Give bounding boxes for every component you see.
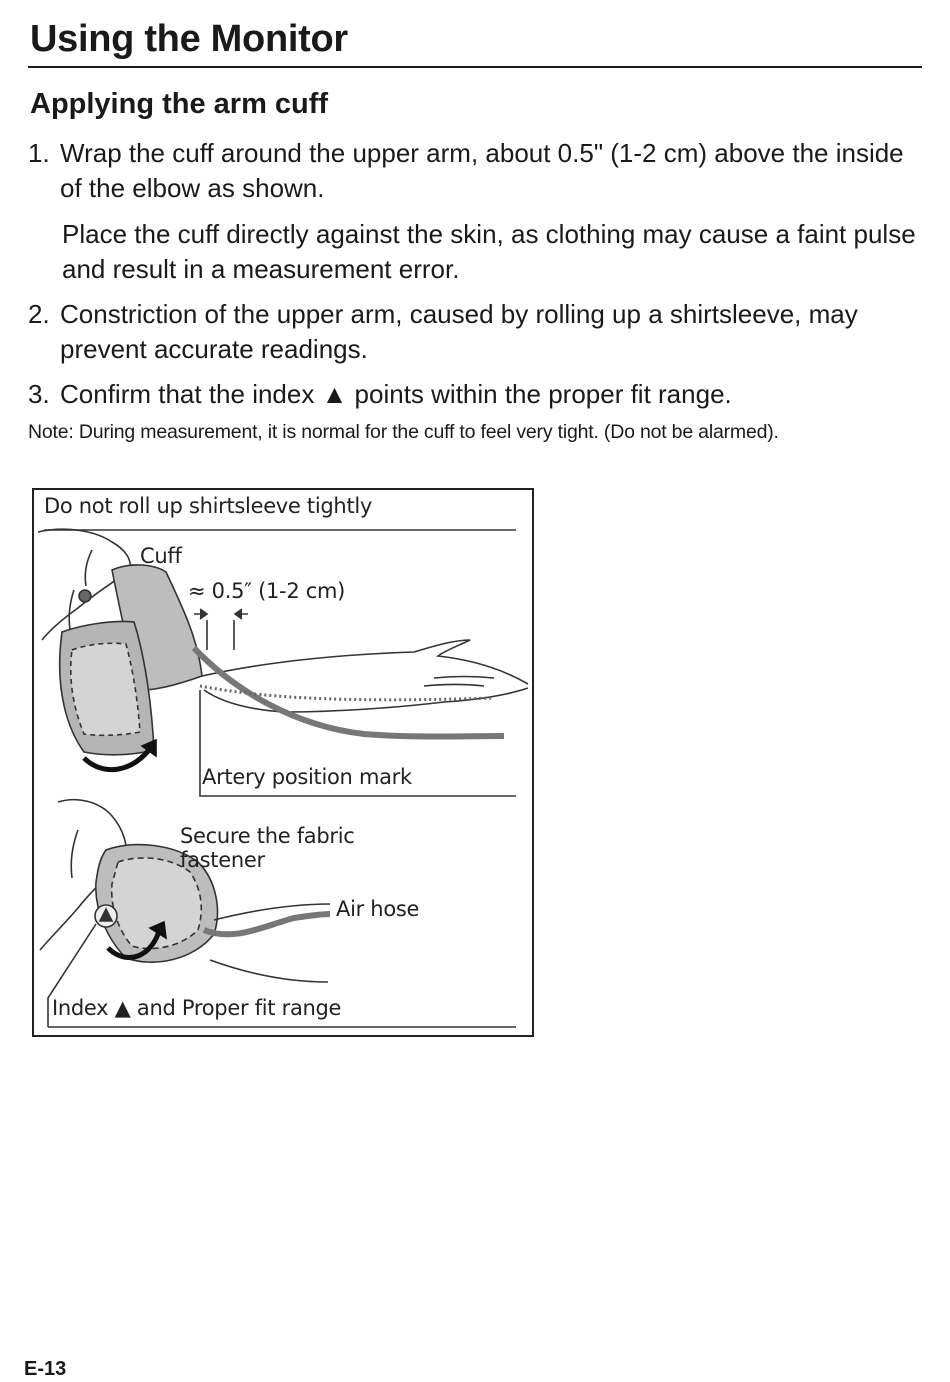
cuff-label: Cuff bbox=[140, 544, 182, 568]
arm-cuff-drawing bbox=[34, 490, 532, 1035]
air-hose-label: Air hose bbox=[336, 897, 420, 921]
title-divider bbox=[28, 66, 922, 68]
distance-label: ≈ 0.5″ (1-2 cm) bbox=[188, 579, 346, 603]
index-fit-range-label: Index ▲ and Proper fit range bbox=[52, 996, 342, 1020]
page-number: E-13 bbox=[24, 1358, 67, 1380]
instruction-steps bbox=[28, 136, 928, 422]
fastener-label: Secure the fabric fastener bbox=[180, 824, 355, 872]
step-3 bbox=[28, 377, 928, 412]
step-text: Constriction of the upper arm, caused by rolling up a shirtsleeve, may prevent accurate readings. bbox=[60, 299, 858, 364]
artery-position-label: Artery position mark bbox=[202, 765, 412, 789]
step-1 bbox=[28, 136, 928, 287]
shirt-button bbox=[79, 590, 91, 602]
arm-cuff-illustration bbox=[32, 488, 534, 1037]
page-title: Using the Monitor bbox=[30, 18, 348, 60]
step-subtext: Place the cuff directly against the skin, as clothing may cause a faint pulse and result in a measurement error. bbox=[62, 219, 916, 284]
lower-arm-bottom bbox=[210, 960, 328, 982]
step-number: 1. bbox=[28, 138, 50, 168]
step-text: Confirm that the index ▲ points within the proper fit range. bbox=[60, 379, 732, 409]
measurement-note: Note: During measurement, it is normal for the cuff to feel very tight. (Do not be alarmed). bbox=[28, 421, 779, 443]
section-heading: Applying the arm cuff bbox=[30, 88, 329, 120]
figure-heading: Do not roll up shirtsleeve tightly bbox=[44, 494, 373, 518]
step-number: 3. bbox=[28, 379, 50, 409]
step-2 bbox=[28, 297, 928, 367]
step-text: Wrap the cuff around the upper arm, about 0.5" (1-2 cm) above the inside of the elbow as shown. bbox=[60, 138, 904, 203]
step-number: 2. bbox=[28, 299, 50, 329]
